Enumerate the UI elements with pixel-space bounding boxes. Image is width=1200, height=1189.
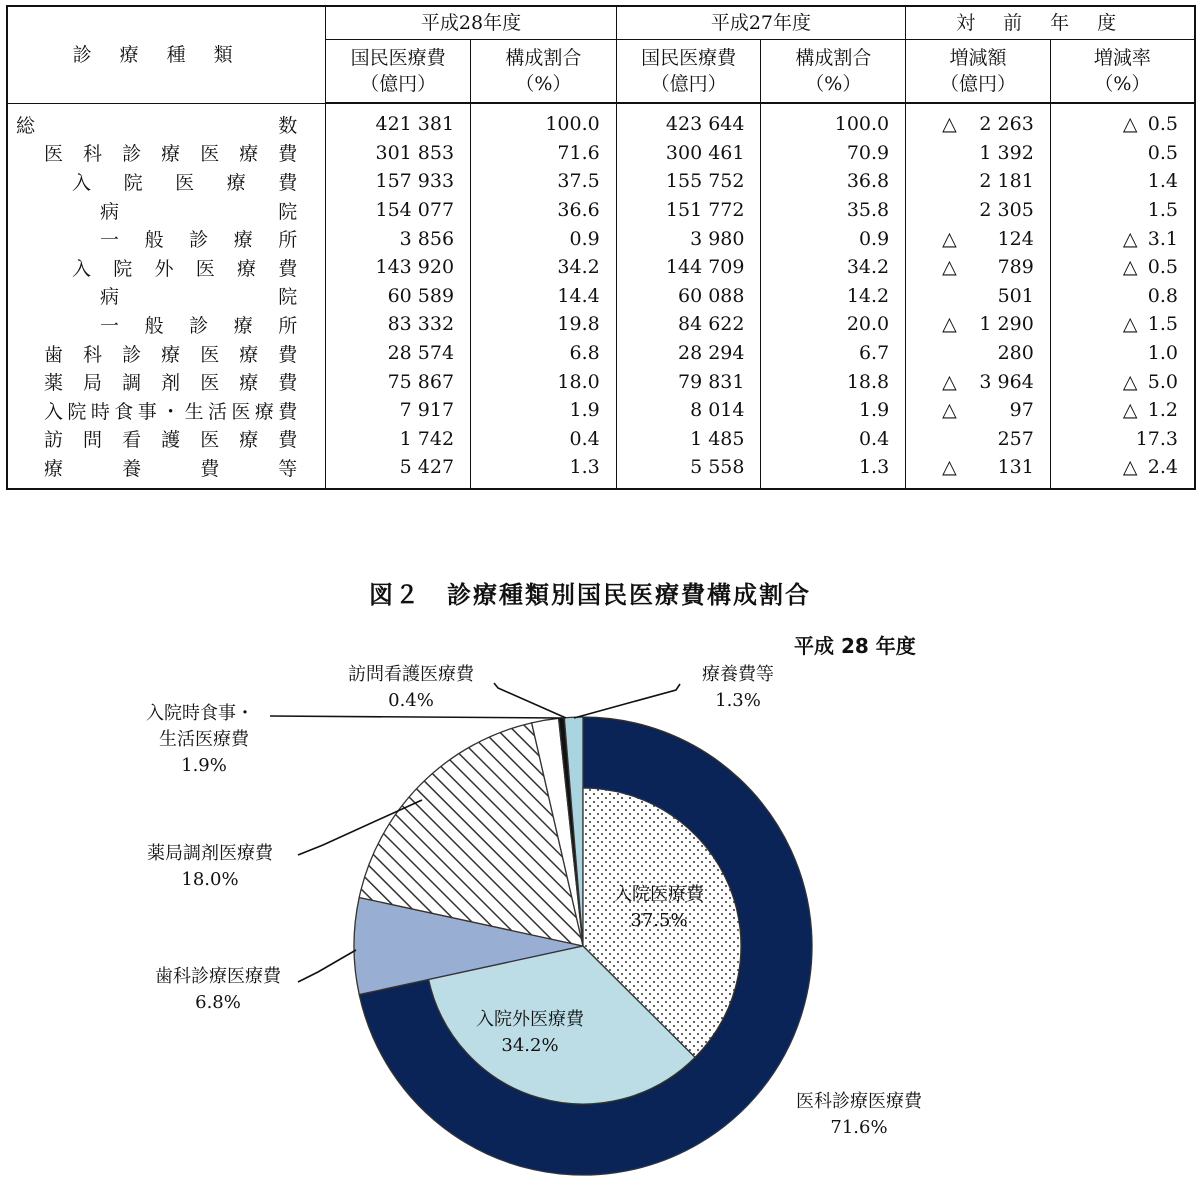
header-h28-share: 構成割合 （%） (471, 40, 617, 104)
cell-h27-cost: 423 644 (616, 103, 761, 139)
label-ryoyohi: 療養費等 (702, 664, 774, 685)
label-outpatient: 入院外医療費 (476, 1009, 584, 1030)
label-meal-1: 入院時食事・ (146, 703, 254, 724)
value-ryoyohi: 1.3% (715, 690, 761, 711)
cell-h28-cost: 28 574 (326, 339, 471, 368)
cell-h28-cost: 7 917 (326, 396, 471, 425)
cell-h28-share: 6.8 (471, 339, 617, 368)
cell-change: 280 (906, 339, 1051, 368)
row-label: 病院 (7, 196, 326, 225)
decrease-triangle-icon: △ (942, 256, 957, 279)
cell-change: △ 124 (906, 224, 1051, 253)
decrease-triangle-icon: △ (1122, 399, 1138, 422)
cell-h27-cost: 155 752 (616, 167, 761, 196)
header-h27-cost: 国民医療費 （億円） (616, 40, 761, 104)
decrease-triangle-icon: △ (1122, 456, 1138, 479)
header-kind: 診療種類 (7, 6, 326, 103)
table-row (7, 196, 1195, 225)
cell-h27-share: 70.9 (761, 139, 906, 168)
row-label: 入院医療費 (7, 167, 326, 196)
cell-h27-share: 0.9 (761, 224, 906, 253)
cell-h27-share: 18.8 (761, 367, 906, 396)
decrease-triangle-icon: △ (1122, 227, 1138, 250)
leader-line-3 (494, 683, 566, 718)
cell-h27-cost: 5 558 (616, 453, 761, 489)
cell-change: △ 3 964 (906, 367, 1051, 396)
cell-change: 1 392 (906, 139, 1051, 168)
composition-pie-chart (0, 560, 1200, 1189)
chart-title: 図２ 診療種類別国民医療費構成割合 (369, 581, 811, 609)
table-row (7, 167, 1195, 196)
header-h28-cost: 国民医療費 （億円） (326, 40, 471, 104)
value-outpatient: 34.2% (501, 1035, 559, 1056)
cell-h27-share: 1.9 (761, 396, 906, 425)
table-row (7, 367, 1195, 396)
cell-h27-cost: 79 831 (616, 367, 761, 396)
decrease-triangle-icon: △ (942, 370, 957, 393)
cell-h27-share: 1.3 (761, 453, 906, 489)
header-h27: 平成27年度 (616, 6, 905, 40)
row-label: 薬局調剤医療費 (7, 367, 326, 396)
cell-h28-cost: 1 742 (326, 425, 471, 454)
cell-rate: △ 2.4 (1050, 453, 1195, 489)
cell-rate: △ 5.0 (1050, 367, 1195, 396)
cell-h28-share: 36.6 (471, 196, 617, 225)
cell-h28-cost: 301 853 (326, 139, 471, 168)
cell-h28-cost: 3 856 (326, 224, 471, 253)
decrease-triangle-icon: △ (942, 313, 957, 336)
cell-h28-cost: 83 332 (326, 310, 471, 339)
label-pharmacy: 薬局調剤医療費 (147, 843, 273, 864)
cell-h27-share: 14.2 (761, 282, 906, 311)
cell-h28-share: 37.5 (471, 167, 617, 196)
cell-change: △ 1 290 (906, 310, 1051, 339)
table-row (7, 396, 1195, 425)
cell-h28-cost: 143 920 (326, 253, 471, 282)
cell-h27-cost: 300 461 (616, 139, 761, 168)
cell-h27-cost: 144 709 (616, 253, 761, 282)
row-label: 入院外医療費 (7, 253, 326, 282)
cell-h27-share: 35.8 (761, 196, 906, 225)
national-medical-cost-table (6, 5, 1196, 490)
value-dental: 6.8% (195, 992, 241, 1013)
row-label: 入院時食事・生活医療費 (7, 396, 326, 425)
cell-h27-cost: 8 014 (616, 396, 761, 425)
header-rate: 増減率 （%） (1050, 40, 1195, 104)
chart-subtitle: 平成 28 年度 (794, 634, 916, 658)
decrease-triangle-icon: △ (942, 227, 957, 250)
cell-h28-cost: 5 427 (326, 453, 471, 489)
cell-h27-share: 100.0 (761, 103, 906, 139)
value-medical: 71.6% (830, 1117, 888, 1138)
row-label: 一般診療所 (7, 224, 326, 253)
cell-h28-cost: 157 933 (326, 167, 471, 196)
table-row (7, 139, 1195, 168)
cell-h28-cost: 421 381 (326, 103, 471, 139)
cell-h28-cost: 75 867 (326, 367, 471, 396)
cell-change: △ 131 (906, 453, 1051, 489)
cell-rate: △ 0.5 (1050, 253, 1195, 282)
cell-h28-share: 18.0 (471, 367, 617, 396)
table-row (7, 310, 1195, 339)
cell-change: △ 789 (906, 253, 1051, 282)
cell-change: △ 2 263 (906, 103, 1051, 139)
table-row (7, 425, 1195, 454)
table-row (7, 103, 1195, 139)
cell-h28-share: 34.2 (471, 253, 617, 282)
cell-rate: 0.8 (1050, 282, 1195, 311)
cell-change: 257 (906, 425, 1051, 454)
cell-h27-cost: 1 485 (616, 425, 761, 454)
header-h28: 平成28年度 (326, 6, 616, 40)
cell-h27-cost: 151 772 (616, 196, 761, 225)
value-inpatient: 37.5% (630, 910, 688, 931)
cell-h28-share: 1.9 (471, 396, 617, 425)
cell-rate: 1.5 (1050, 196, 1195, 225)
row-label: 医科診療医療費 (7, 139, 326, 168)
label-visiting-nursing: 訪問看護医療費 (348, 664, 474, 685)
leader-line-1 (298, 950, 356, 982)
cell-h27-share: 6.7 (761, 339, 906, 368)
row-label: 一般診療所 (7, 310, 326, 339)
cell-change: △ 97 (906, 396, 1051, 425)
label-inpatient: 入院医療費 (614, 884, 704, 905)
cell-h28-share: 71.6 (471, 139, 617, 168)
row-label: 歯科診療医療費 (7, 339, 326, 368)
cell-rate: △ 1.5 (1050, 310, 1195, 339)
cell-h27-cost: 60 088 (616, 282, 761, 311)
cell-h27-cost: 84 622 (616, 310, 761, 339)
decrease-triangle-icon: △ (1122, 113, 1138, 136)
cell-rate: 17.3 (1050, 425, 1195, 454)
row-label: 総数 (7, 103, 326, 139)
cell-h28-cost: 60 589 (326, 282, 471, 311)
cell-h27-share: 34.2 (761, 253, 906, 282)
cell-h28-share: 1.3 (471, 453, 617, 489)
cell-h28-share: 100.0 (471, 103, 617, 139)
cell-h28-cost: 154 077 (326, 196, 471, 225)
decrease-triangle-icon: △ (942, 456, 957, 479)
row-label: 病院 (7, 282, 326, 311)
leader-line-2 (270, 716, 562, 718)
cell-change: 501 (906, 282, 1051, 311)
header-change: 増減額 （億円） (906, 40, 1051, 104)
table-row (7, 453, 1195, 489)
label-meal-2: 生活医療費 (159, 729, 249, 750)
decrease-triangle-icon: △ (1122, 256, 1138, 279)
cell-rate: △ 0.5 (1050, 103, 1195, 139)
cell-h27-cost: 3 980 (616, 224, 761, 253)
cell-h28-share: 14.4 (471, 282, 617, 311)
cell-h28-share: 0.4 (471, 425, 617, 454)
row-label: 訪問看護医療費 (7, 425, 326, 454)
cell-rate: △ 1.2 (1050, 396, 1195, 425)
table-row (7, 253, 1195, 282)
decrease-triangle-icon: △ (1122, 313, 1138, 336)
cell-rate: 0.5 (1050, 139, 1195, 168)
cell-change: 2 181 (906, 167, 1051, 196)
cell-change: 2 305 (906, 196, 1051, 225)
cell-rate: 1.0 (1050, 339, 1195, 368)
cell-h28-share: 0.9 (471, 224, 617, 253)
cell-h28-share: 19.8 (471, 310, 617, 339)
cell-rate: △ 3.1 (1050, 224, 1195, 253)
decrease-triangle-icon: △ (942, 113, 957, 136)
decrease-triangle-icon: △ (942, 399, 957, 422)
label-dental: 歯科診療医療費 (155, 966, 281, 987)
header-yoy: 対前年度 (906, 6, 1195, 40)
header-h27-share: 構成割合 （%） (761, 40, 906, 104)
table-row (7, 282, 1195, 311)
cell-h27-share: 20.0 (761, 310, 906, 339)
value-visiting-nursing: 0.4% (388, 690, 434, 711)
value-meal: 1.9% (181, 755, 227, 776)
table-row (7, 339, 1195, 368)
cell-h27-share: 0.4 (761, 425, 906, 454)
cell-h27-share: 36.8 (761, 167, 906, 196)
cell-h27-cost: 28 294 (616, 339, 761, 368)
table-row (7, 224, 1195, 253)
decrease-triangle-icon: △ (1122, 370, 1138, 393)
row-label: 療養費等 (7, 453, 326, 489)
cell-rate: 1.4 (1050, 167, 1195, 196)
label-medical: 医科診療医療費 (796, 1091, 922, 1112)
value-pharmacy: 18.0% (181, 869, 239, 890)
leader-line-4 (574, 684, 680, 718)
